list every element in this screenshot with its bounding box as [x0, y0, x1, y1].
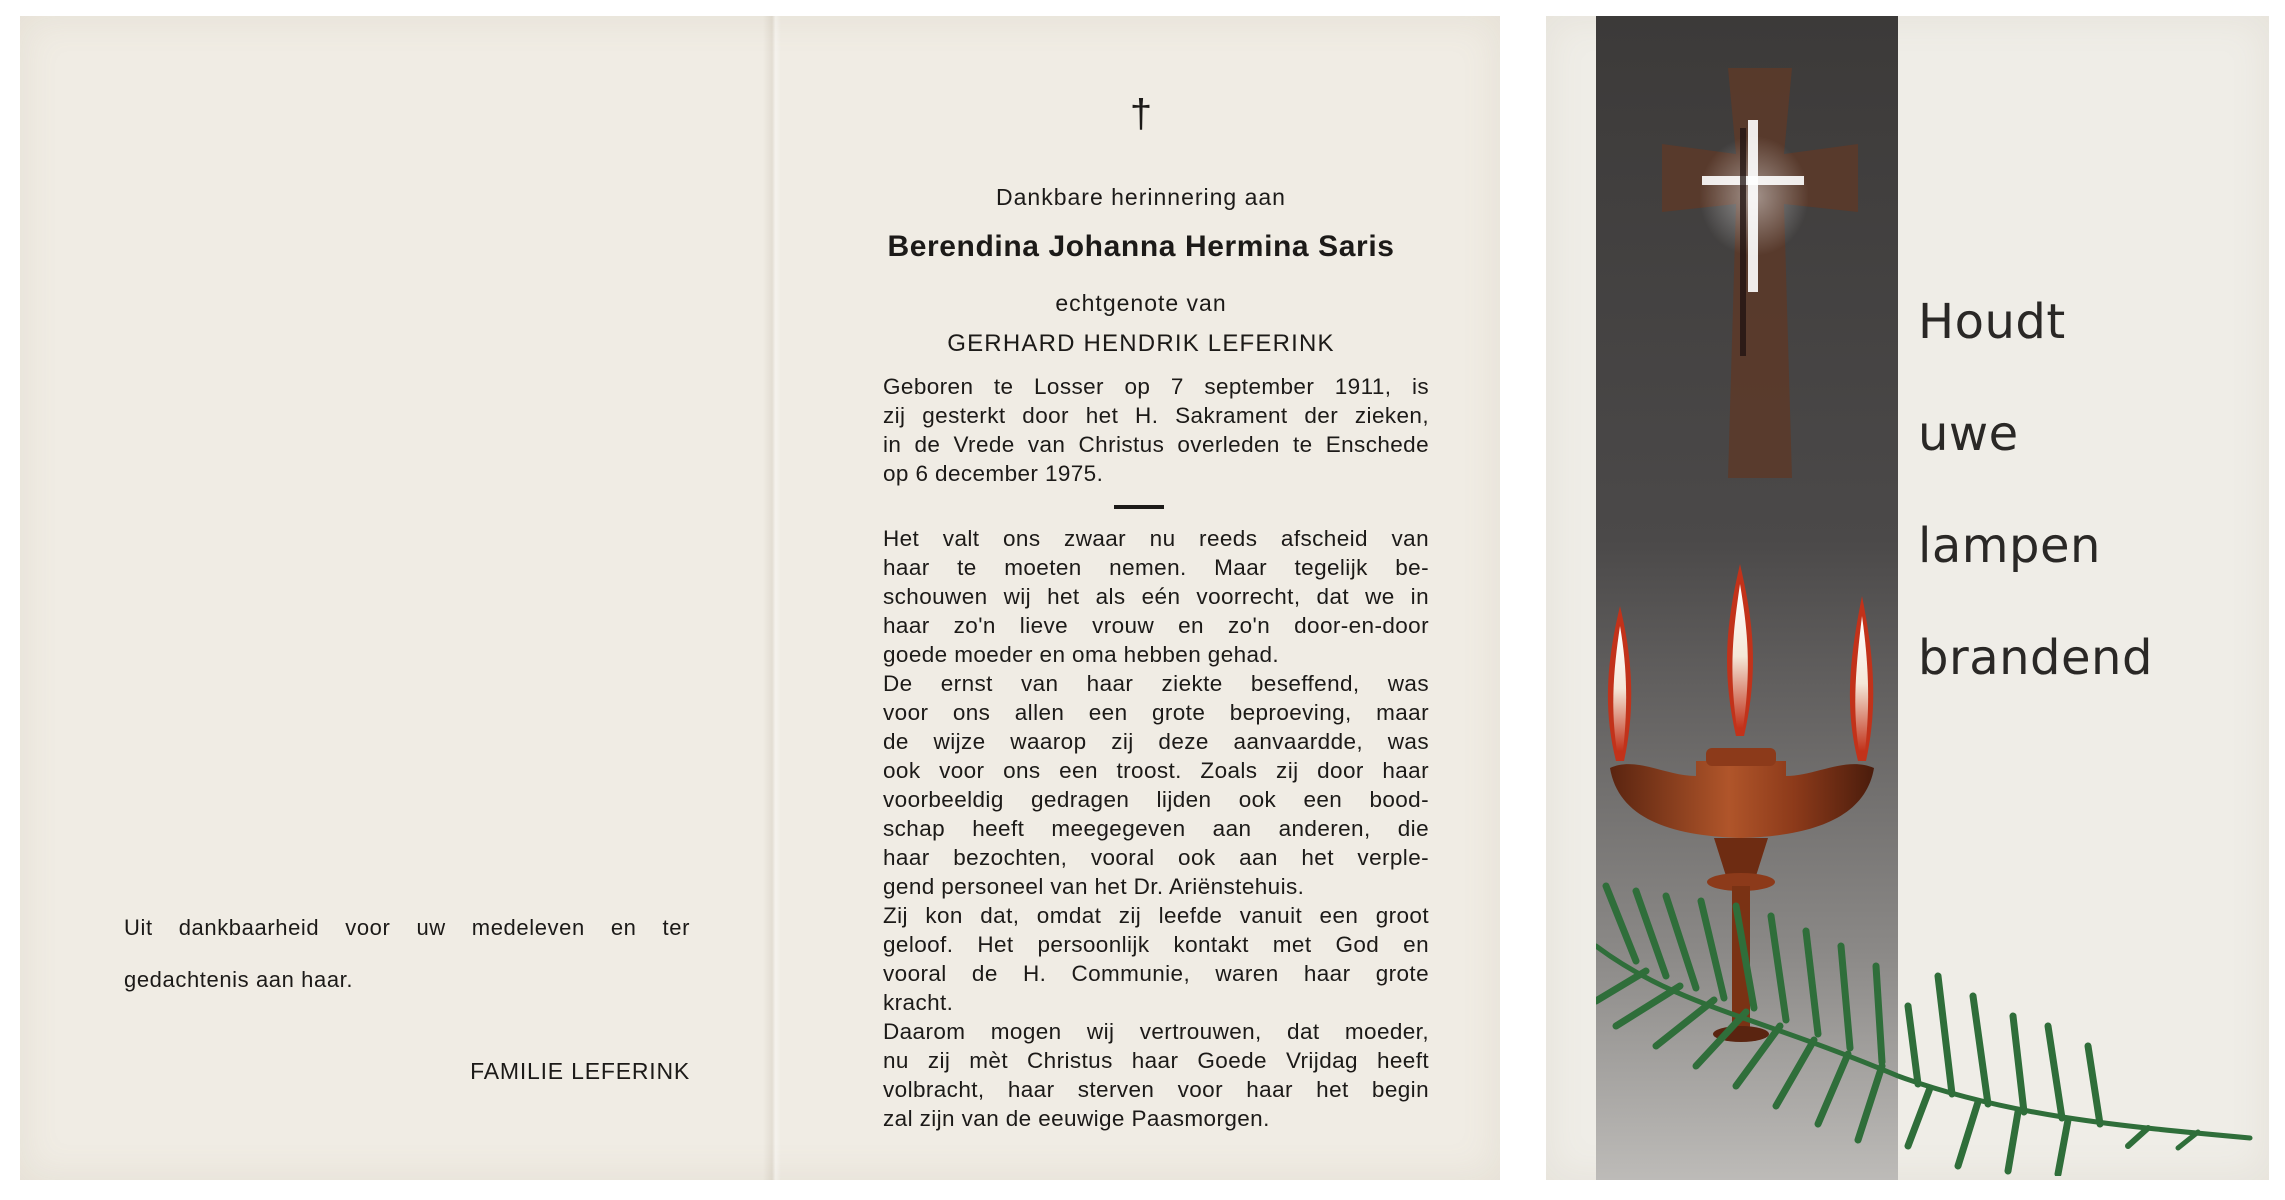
memorial-card-front	[1546, 16, 2269, 1180]
eulogy-line: haar bezochten, vooral ook aan het verple-	[883, 845, 1429, 870]
eulogy-line: zal zijn van de eeuwige Paasmorgen.	[883, 1106, 1270, 1131]
thanks-text	[124, 902, 690, 1006]
thanks-line: gedachtenis aan haar.	[124, 967, 354, 992]
eulogy-line: De ernst van haar ziekte beseffend, was	[883, 671, 1429, 696]
eulogy-line: de wijze waarop zij deze aanvaardde, was	[883, 729, 1429, 754]
remembrance-intro: Dankbare herinnering aan	[996, 184, 1286, 210]
eulogy-line: nu zij mèt Christus haar Goede Vrijdag heeft	[883, 1048, 1429, 1073]
illustration	[1596, 16, 1898, 1180]
eulogy-line: voorbeeldig gedragen lijden ook een bood-	[883, 787, 1429, 812]
eulogy-line: vooral de H. Communie, waren haar grote	[883, 961, 1429, 986]
motto-line: uwe	[1918, 406, 2019, 462]
bio-line: zij gesterkt door het H. Sakrament der zieken,	[883, 403, 1429, 428]
deceased-name: Berendina Johanna Hermina Saris	[887, 230, 1395, 263]
section-divider	[1114, 505, 1164, 509]
eulogy-line: kracht.	[883, 990, 954, 1015]
memorial-card-inside	[20, 16, 1500, 1180]
eulogy-line: volbracht, haar sterven voor haar het begin	[883, 1077, 1429, 1102]
thanks-line: Uit dankbaarheid voor uw medeleven en ter	[124, 915, 690, 940]
eulogy-line: gend personeel van het Dr. Ariënstehuis.	[883, 874, 1305, 899]
family-signature: FAMILIE LEFERINK	[470, 1058, 690, 1084]
motto-line: brandend	[1918, 630, 2153, 686]
white-cross-horizontal	[1702, 176, 1804, 185]
eulogy-line: haar zo'n lieve vrouw en zo'n door-en-door	[883, 613, 1429, 638]
eulogy-line: schouwen wij het als eén voorrecht, dat we in	[883, 584, 1429, 609]
bio-line: Geboren te Losser op 7 september 1911, is	[883, 374, 1429, 399]
eulogy-line: Daarom mogen wij vertrouwen, dat moeder,	[883, 1019, 1429, 1044]
inside-left-page	[20, 16, 770, 1180]
biography-text	[883, 372, 1429, 488]
eulogy-line: ook voor ons een troost. Zoals zij door haar	[883, 758, 1429, 783]
eulogy-line: schap heeft meegegeven aan anderen, die	[883, 816, 1429, 841]
bio-line: in de Vrede van Christus overleden te Enschede	[883, 432, 1429, 457]
palm-branch-tip	[1898, 916, 2258, 1176]
spouse-name: GERHARD HENDRIK LEFERINK	[947, 330, 1335, 357]
eulogy-line: haar te moeten nemen. Maar tegelijk be-	[883, 555, 1429, 580]
cross-icon: †	[1129, 92, 1153, 136]
motto-line: lampen	[1918, 518, 2101, 574]
eulogy-line: Zij kon dat, omdat zij leefde vanuit een groot	[883, 903, 1429, 928]
eulogy-line: Het valt ons zwaar nu reeds afscheid van	[883, 526, 1429, 551]
eulogy-text	[883, 524, 1429, 1133]
bio-line: op 6 december 1975.	[883, 461, 1104, 486]
spouse-label: echtgenote van	[1055, 290, 1227, 316]
cover-motto	[1918, 266, 2153, 714]
inside-right-page	[782, 16, 1500, 1180]
eulogy-line: goede moeder en oma hebben gehad.	[883, 642, 1280, 667]
motto-line: Houdt	[1918, 294, 2066, 350]
eulogy-line: geloof. Het persoonlijk kontakt met God en	[883, 932, 1429, 957]
palm-branch-icon	[1898, 976, 2250, 1174]
eulogy-line: voor ons allen een grote beproeving, maar	[883, 700, 1429, 725]
white-cross-vertical	[1748, 120, 1758, 292]
cross-shadow	[1740, 128, 1746, 356]
